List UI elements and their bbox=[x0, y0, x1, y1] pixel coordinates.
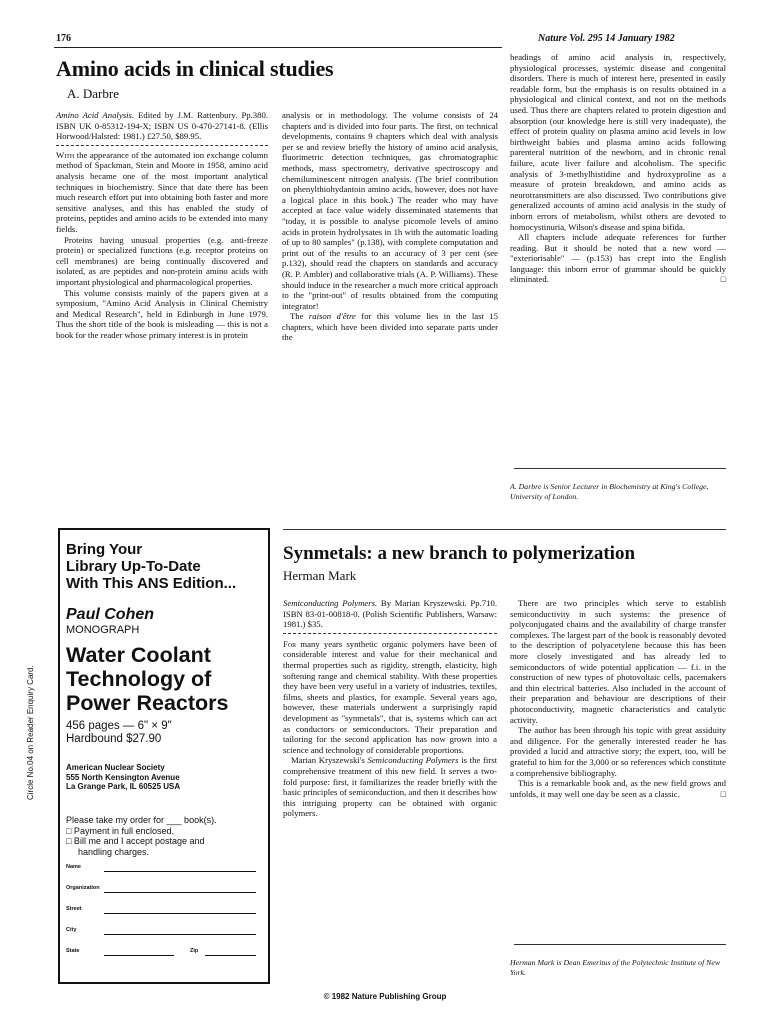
ad-headline-line: With This ANS Edition... bbox=[66, 575, 237, 592]
paragraph-text: The bbox=[290, 311, 309, 322]
affiliation-rule bbox=[514, 468, 726, 469]
ad-book-title bbox=[66, 643, 229, 715]
dropcap-lead: For bbox=[283, 638, 297, 649]
street-field-label: Street bbox=[66, 906, 82, 912]
reader-card-note: Circle No.04 on Reader Enquiry Card. bbox=[26, 665, 35, 800]
article2-affiliation: Herman Mark is Dean Emeritus of the Polytechnic Institute of New York. bbox=[510, 958, 721, 977]
article1-column-1 bbox=[56, 110, 268, 340]
article1-paragraph bbox=[510, 232, 726, 285]
article2-title: Synmetals: a new branch to polymerization bbox=[283, 543, 636, 564]
ad-headline-line: Library Up-To-Date bbox=[66, 558, 201, 575]
article1-paragraph: This volume consists mainly of the papers given at a symposium, "Amino Acid Analysis in Clinical Chemistry and Medical Research", held in Edinburgh in June 1979. Thus the short title of the book is misleading — this is not a book for the reader whose primary interest is in protein bbox=[56, 287, 268, 340]
paragraph-text: Marian Kryszewski's bbox=[291, 755, 368, 766]
ad-spec-line: 456 pages — 6" × 9" bbox=[66, 720, 172, 732]
ad-address-line: American Nuclear Society bbox=[66, 763, 165, 772]
ad-headline bbox=[66, 541, 236, 592]
paragraph-text: All chapters include adequate references for further reading. But it should be noted that a new word — "exteriorisable" — (p.153) has crept into the English language: this inborn error of grammar should be quickly eliminated. bbox=[510, 232, 726, 285]
article1-author: A. Darbre bbox=[67, 86, 119, 101]
copyright-footer: © 1982 Nature Publishing Group bbox=[323, 992, 447, 1001]
article1-title: Amino acids in clinical studies bbox=[56, 56, 334, 81]
citation-dashed-rule bbox=[56, 145, 268, 146]
article2-top-rule bbox=[283, 529, 726, 530]
zip-field[interactable] bbox=[205, 955, 256, 956]
end-mark-icon: □ bbox=[720, 788, 726, 799]
ad-book-type: MONOGRAPH bbox=[66, 624, 140, 636]
organization-field-label: Organization bbox=[66, 885, 100, 891]
state-field[interactable] bbox=[104, 955, 174, 956]
state-field-label: State bbox=[66, 948, 80, 954]
header-rule bbox=[54, 47, 502, 48]
city-field[interactable] bbox=[104, 934, 256, 935]
ad-headline-line: Bring Your bbox=[66, 541, 143, 558]
ad-book-title-line: Power Reactors bbox=[66, 691, 229, 715]
ad-publisher-address bbox=[66, 763, 180, 792]
paragraph-text: the appearance of the automated ion exchange column method of Spackman, Stein and Moore in 1958, amino acid analysis became one of the most important analytical techniques in biochemistry. Since that date there has been much research effort put into obtaining both faster and more sensitive analyses, and this has enabled the study of proteins, peptides and amino acids to be extended into many fields. bbox=[56, 149, 268, 234]
article2-paragraph bbox=[283, 639, 497, 756]
article1-column-3 bbox=[510, 52, 726, 285]
ad-address-line: 555 North Kensington Avenue bbox=[66, 772, 180, 782]
affiliation-rule bbox=[514, 944, 726, 945]
ad-book-title-line: Technology of bbox=[66, 667, 212, 691]
bill-me-checkbox[interactable]: □ Bill me and I accept postage and bbox=[66, 836, 205, 846]
article1-paragraph: analysis or in methodology. The volume consists of 24 chapters and is divided into four parts. The first, on technical developments, contains 9 chapters which deal with analysis per se and review briefly the history of amino acid analysis, fluorimetric detection techniques, gas chromatographic methods, mass spectrometry, derivative spectroscopy and chemiluminescent nitrogen analysis. (The brief contribution on phenylthiohydantoin amino acids, however, does not have a logical place in this book.) The reader who may have accepted at face value widely disseminated statements that "today, it is possible to analyse picomole levels of amino acids in protein hydrolysates in 1h with the automatic loading of up to 80 samples" (p.138), with complete computation and print out of the results to an accuracy of 3 per cent (see p.132), should read the chapters on standards and accuracy (R. P. Ambler) and collaborative trials (A. P. Williams). These should induce in the researcher a much more critical approach to the "print-out" of results obtained from the computing integrator! bbox=[282, 110, 498, 311]
article2-citation-details: By Marian Kryszewski. Pp.710. ISBN 83-01-00818-0. (Polish Scientific Publishers, Warsaw: 1981.) $35. bbox=[283, 598, 497, 630]
name-field[interactable] bbox=[104, 871, 256, 872]
article2-column-2 bbox=[510, 598, 726, 799]
article2-author: Herman Mark bbox=[283, 568, 357, 583]
article2-paragraph bbox=[510, 778, 726, 799]
ad-book-title-line: Water Coolant bbox=[66, 643, 211, 667]
article1-citation bbox=[56, 110, 268, 142]
zip-field-label: Zip bbox=[190, 948, 199, 954]
ad-order-text: Please take my order for ___ book(s). bbox=[66, 815, 217, 825]
page-number: 176 bbox=[56, 33, 71, 44]
payment-enclosed-checkbox[interactable]: □ Payment in full enclosed. bbox=[66, 825, 174, 836]
ad-address-line: La Grange Park, IL 60525 USA bbox=[66, 782, 181, 791]
article1-paragraph bbox=[282, 311, 498, 343]
ad-book-specs bbox=[66, 720, 172, 746]
article2-book-title: Semiconducting Polymers. bbox=[283, 598, 378, 608]
article1-paragraph: headings of amino acid analysis in, respectively, physiological processes, systemic disease and congenital disorders. There is much of interest here, presented in easily readable form, but the emphasis is on results obtained in a physiological and clinical context, and not on the methods used. Thus there are chapters related to protein digestion and absorption (our knowledge here is still very inadequate), the effect of protein quality on plasma amino acid levels in low birthweight babies and plasma amino acids following parenteral nutrition of the newborn, and in chronic renal failure, acute liver failure and alcoholism. The specific analysis of 3-methylhistidine and hydroxyproline as a measure of protein breakdown, and amino acids as neurotransmitters are also discussed. Two contributions give generalized accounts of amino acid analysis in the study of inborn errors of metabolism, whilst others are devoted to homocystinuria, Wilson's disease and spina bifida. bbox=[510, 52, 726, 232]
article1-citation-details: Edited by J.M. Rattenbury. Pp.380. ISBN UK 0-85312-194-X; ISBN US 0-470-27141-8. (Ellis Horwood/Halsted: 1981.) £27.50, $89.95. bbox=[56, 110, 268, 142]
ad-spec-line: Hardbound $27.90 bbox=[66, 733, 162, 745]
article2-citation bbox=[283, 598, 497, 630]
paragraph-italic: raison d'être bbox=[308, 311, 356, 322]
bill-me-checkbox-text: handling charges. bbox=[78, 846, 150, 857]
paragraph-text: This is a remarkable book and, as the new field grows and unfolds, it may well one day be seen as a classic. bbox=[510, 778, 726, 799]
article2-column-1 bbox=[283, 598, 497, 819]
article1-affiliation: A. Darbre is Senior Lecturer in Biochemistry at King's College, University of London. bbox=[510, 482, 709, 501]
ad-order-form bbox=[66, 815, 217, 857]
journal-info: Nature Vol. 295 14 January 1982 bbox=[538, 33, 675, 44]
name-field-label: Name bbox=[66, 864, 81, 870]
article1-book-title: Amino Acid Analysis. bbox=[56, 110, 135, 120]
paragraph-text: for this volume lies in the last 15 chapters, which have been divided into separate parts under the bbox=[282, 311, 498, 343]
organization-field[interactable] bbox=[104, 892, 256, 893]
city-field-label: City bbox=[66, 927, 77, 933]
article2-paragraph bbox=[283, 755, 497, 819]
street-field[interactable] bbox=[104, 913, 256, 914]
advertisement[interactable] bbox=[58, 528, 270, 984]
article1-paragraph bbox=[56, 150, 268, 235]
article1-column-2 bbox=[282, 110, 498, 343]
article1-paragraph: Proteins having unusual properties (e.g. anti-freeze protein) or specialized functions (e.g. receptor proteins on cell membranes) are being continually discovered and isolated, as are peptides and non-protein amino acids with important physiological and pharmacological properties. bbox=[56, 234, 268, 287]
ad-book-author: Paul Cohen bbox=[66, 606, 155, 623]
end-mark-icon: □ bbox=[720, 274, 726, 285]
paragraph-italic: Semiconducting Polymers bbox=[367, 755, 459, 766]
paragraph-text: is the first comprehensive treatment of this new field. It serves a two-fold purpose: first, it familiarizes the reader briefly with the basic principles of semiconduction, and then it describes how this intriguing property can be obtained with organic polymers. bbox=[283, 755, 497, 819]
dropcap-lead: With bbox=[56, 149, 75, 160]
article2-paragraph: The author has been through his topic with great assiduity and diligence. For the generally interested reader he has provided a lucid and attractive story; the expert, too, will be grateful to him for the 3,000 or so references which constitute a comprehensive bibliography. bbox=[510, 725, 726, 778]
citation-dashed-rule bbox=[283, 633, 497, 634]
article2-paragraph: There are two principles which serve to establish semiconductivity in such systems: the presence of polyconjugated chains and the availability of charge transfer complexes. The largest part of the book is reasonably devoted to the description of polyacetylene because this has been more closely investigated and has already led to semiconductors of wide potential application — f.i. in the construction of new types of photovoltaic cells, pacemakers and thin electrical batteries. Also included in the account of their preparation and behaviour are descriptions of their photoconductivity, magnetic characteristics and catalytic activity. bbox=[510, 598, 726, 725]
paragraph-text: many years synthetic organic polymers have been of considerable interest and value for their mechanical and thermal properties such as rigidity, strength, elasticity, high softening range and chemical stability. With these properties they have been very useful in a variety of industries, textiles, films, sheets and plastics, for example. Several years ago, however, these materials underwent a surprisingly rapid development as "synmetals", that is, systems which can act as conductors or semiconductors. Their preparation and tailoring for the second application has now grown into a science and technology of considerable proportions. bbox=[283, 638, 497, 755]
